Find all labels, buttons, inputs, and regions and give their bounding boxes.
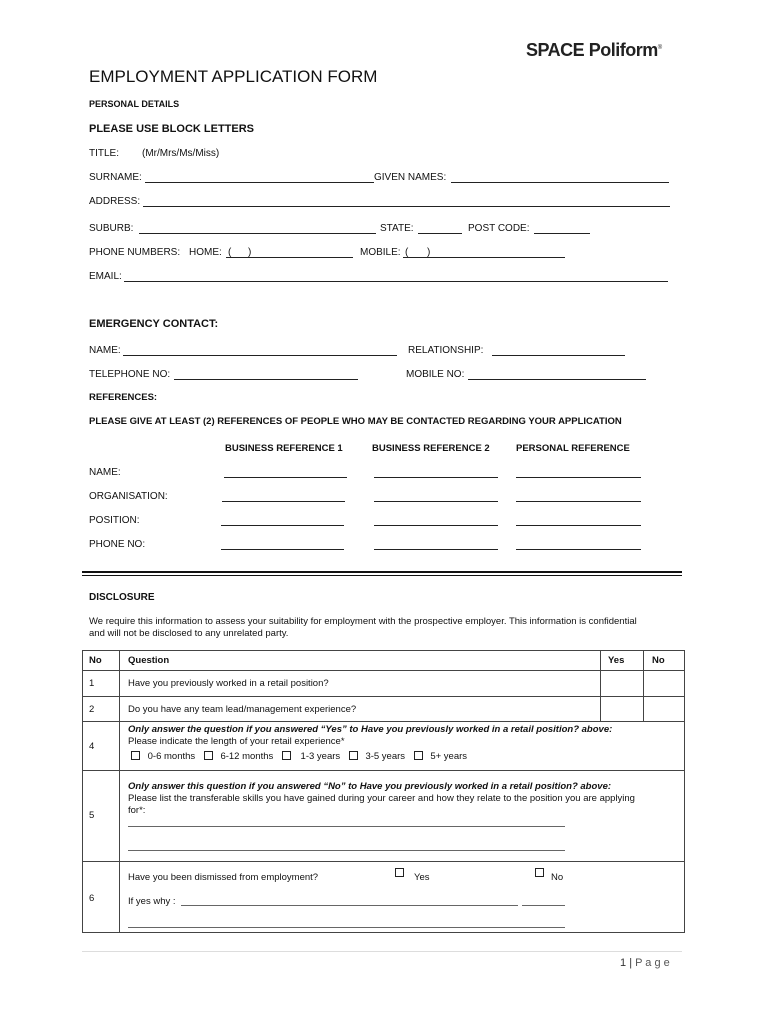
ref1-position-field[interactable] xyxy=(221,525,344,526)
why-answer-line-1b[interactable] xyxy=(522,905,565,906)
disclosure-text-line2: and will not be disclosed to any unrelated party. xyxy=(89,628,289,639)
ref1-organisation-field[interactable] xyxy=(222,501,345,502)
given-names-field[interactable] xyxy=(451,182,669,183)
disclosure-text-line1: We require this information to assess your suitability for employment with the prospective employer. This information is confidential xyxy=(89,616,637,627)
row4-question: Please indicate the length of your retail experience* xyxy=(128,736,345,747)
address-label: ADDRESS: xyxy=(89,196,141,207)
col-divider-no xyxy=(119,650,120,933)
ref3-name-field[interactable] xyxy=(516,477,641,478)
company-logo xyxy=(526,40,662,61)
row2-yes-cell[interactable] xyxy=(601,697,643,721)
title-options: (Mr/Mrs/Ms/Miss) xyxy=(142,148,220,159)
form-title: EMPLOYMENT APPLICATION FORM xyxy=(89,67,378,86)
mobile-paren-close: ) xyxy=(427,247,431,258)
ref3-phone-field[interactable] xyxy=(516,549,641,550)
option-6-12-months-label: 6-12 months xyxy=(220,751,274,762)
table-header-no-col: No xyxy=(652,655,665,666)
why-answer-line-1[interactable] xyxy=(181,905,518,906)
option-5-plus-years-label: 5+ years xyxy=(430,751,468,762)
row1-question: Have you previously worked in a retail position? xyxy=(128,678,329,689)
relationship-label: RELATIONSHIP: xyxy=(408,345,484,356)
row2-no-cell[interactable] xyxy=(644,697,684,721)
personal-details-heading: PERSONAL DETAILS xyxy=(89,99,180,109)
table-header-yes: Yes xyxy=(608,655,625,666)
option-3-5-years-checkbox[interactable] xyxy=(349,751,358,760)
state-label: STATE: xyxy=(380,223,414,234)
emergency-name-label: NAME: xyxy=(89,345,121,356)
row2-question: Do you have any team lead/management experience? xyxy=(128,704,357,715)
row-divider-5 xyxy=(82,861,685,862)
emergency-name-field[interactable] xyxy=(123,355,397,356)
ref3-organisation-field[interactable] xyxy=(516,501,641,502)
option-1-3-years-label: 1-3 years xyxy=(300,751,341,762)
row-divider-4 xyxy=(82,770,685,771)
mobile-phone-field[interactable] xyxy=(403,257,565,258)
option-1-3-years-checkbox[interactable] xyxy=(282,751,291,760)
home-phone-field[interactable] xyxy=(226,257,353,258)
postcode-label: POST CODE: xyxy=(468,223,530,234)
table-header-question: Question xyxy=(128,655,170,666)
row4-condition-note: Only answer the question if you answered “Yes” to Have you previously worked in a retail position? above: xyxy=(128,724,613,735)
emergency-contact-heading: EMERGENCY CONTACT: xyxy=(89,318,219,330)
mobile-label: MOBILE: xyxy=(360,247,401,258)
suburb-label: SUBURB: xyxy=(89,223,134,234)
state-field[interactable] xyxy=(418,233,462,234)
given-names-label: GIVEN NAMES: xyxy=(374,172,447,183)
logo-registered-mark: ® xyxy=(657,45,662,51)
ref2-position-field[interactable] xyxy=(374,525,498,526)
home-paren-open: ( xyxy=(228,247,232,258)
emergency-mobile-label: MOBILE NO: xyxy=(406,369,465,380)
emergency-mobile-field[interactable] xyxy=(468,379,646,380)
address-field[interactable] xyxy=(143,206,670,207)
row4-number: 4 xyxy=(89,741,95,752)
option-0-6-months-checkbox[interactable] xyxy=(131,751,140,760)
page-footer xyxy=(620,957,670,969)
row1-number: 1 xyxy=(89,678,95,689)
surname-label: SURNAME: xyxy=(89,172,142,183)
postcode-field[interactable] xyxy=(534,233,590,234)
section-divider-top xyxy=(82,571,682,573)
page-number: 1 xyxy=(620,957,627,969)
phone-numbers-label: PHONE NUMBERS: xyxy=(89,247,181,258)
home-label: HOME: xyxy=(189,247,222,258)
email-label: EMAIL: xyxy=(89,271,122,282)
dismissed-no-label: No xyxy=(551,872,564,883)
ref2-phone-field[interactable] xyxy=(374,549,498,550)
row1-yes-cell[interactable] xyxy=(601,671,643,696)
home-paren-close: ) xyxy=(248,247,252,258)
ref1-phone-field[interactable] xyxy=(221,549,344,550)
row5-question-line2: for*: xyxy=(128,805,146,816)
skills-answer-line-1[interactable] xyxy=(128,826,565,827)
footer-rule xyxy=(82,951,682,952)
if-yes-why-label: If yes why : xyxy=(128,896,176,907)
experience-options xyxy=(131,751,467,762)
option-3-5-years-label: 3-5 years xyxy=(365,751,406,762)
ref3-position-field[interactable] xyxy=(516,525,641,526)
row-divider-header xyxy=(82,670,685,671)
dismissed-yes-label: Yes xyxy=(414,872,430,883)
row1-no-cell[interactable] xyxy=(644,671,684,696)
logo-brand-poliform: Poliform xyxy=(588,40,658,60)
option-5-plus-years-checkbox[interactable] xyxy=(414,751,423,760)
disclosure-heading: DISCLOSURE xyxy=(89,592,155,603)
ref2-name-field[interactable] xyxy=(374,477,498,478)
title-label: TITLE: xyxy=(89,148,120,159)
business-reference-2-header: BUSINESS REFERENCE 2 xyxy=(372,443,490,454)
option-6-12-months-checkbox[interactable] xyxy=(204,751,213,760)
telephone-label: TELEPHONE NO: xyxy=(89,369,171,380)
personal-reference-header: PERSONAL REFERENCE xyxy=(516,443,630,454)
block-letters-instruction: PLEASE USE BLOCK LETTERS xyxy=(89,123,255,135)
ref1-name-field[interactable] xyxy=(224,477,347,478)
section-divider-bottom xyxy=(82,575,682,576)
ref-phone-label: PHONE NO: xyxy=(89,539,146,550)
page-word: P a g e xyxy=(635,957,670,969)
skills-answer-line-2[interactable] xyxy=(128,850,565,851)
ref-organisation-label: ORGANISATION: xyxy=(89,491,168,502)
row5-number: 5 xyxy=(89,810,95,821)
relationship-field[interactable] xyxy=(492,355,625,356)
table-header-no: No xyxy=(89,655,102,666)
row2-number: 2 xyxy=(89,704,95,715)
suburb-field[interactable] xyxy=(139,233,376,234)
why-answer-line-2[interactable] xyxy=(128,927,565,928)
dismissed-yes-checkbox[interactable] xyxy=(395,868,404,877)
ref-name-label: NAME: xyxy=(89,467,121,478)
references-instruction: PLEASE GIVE AT LEAST (2) REFERENCES OF PEOPLE WHO MAY BE CONTACTED REGARDING YOUR APPLICATION xyxy=(89,416,622,427)
logo-brand-space: SPACE xyxy=(526,40,585,60)
references-heading: REFERENCES: xyxy=(89,392,158,403)
row6-question: Have you been dismissed from employment? xyxy=(128,872,319,883)
row-divider-2 xyxy=(82,721,685,722)
row6-number: 6 xyxy=(89,893,95,904)
mobile-paren-open: ( xyxy=(405,247,409,258)
ref2-organisation-field[interactable] xyxy=(374,501,498,502)
row-divider-1 xyxy=(82,696,685,697)
business-reference-1-header: BUSINESS REFERENCE 1 xyxy=(225,443,343,454)
telephone-field[interactable] xyxy=(174,379,358,380)
page-separator: | xyxy=(629,957,633,969)
row5-condition-note: Only answer this question if you answered “No” to Have you previously worked in a retail position? above: xyxy=(128,781,612,792)
ref-position-label: POSITION: xyxy=(89,515,140,526)
option-0-6-months-label: 0-6 months xyxy=(147,751,196,762)
row5-question-line1: Please list the transferable skills you have gained during your career and how they relate to the position you are applying xyxy=(128,793,635,804)
email-field[interactable] xyxy=(124,281,668,282)
dismissed-no-checkbox[interactable] xyxy=(535,868,544,877)
surname-field[interactable] xyxy=(145,182,374,183)
